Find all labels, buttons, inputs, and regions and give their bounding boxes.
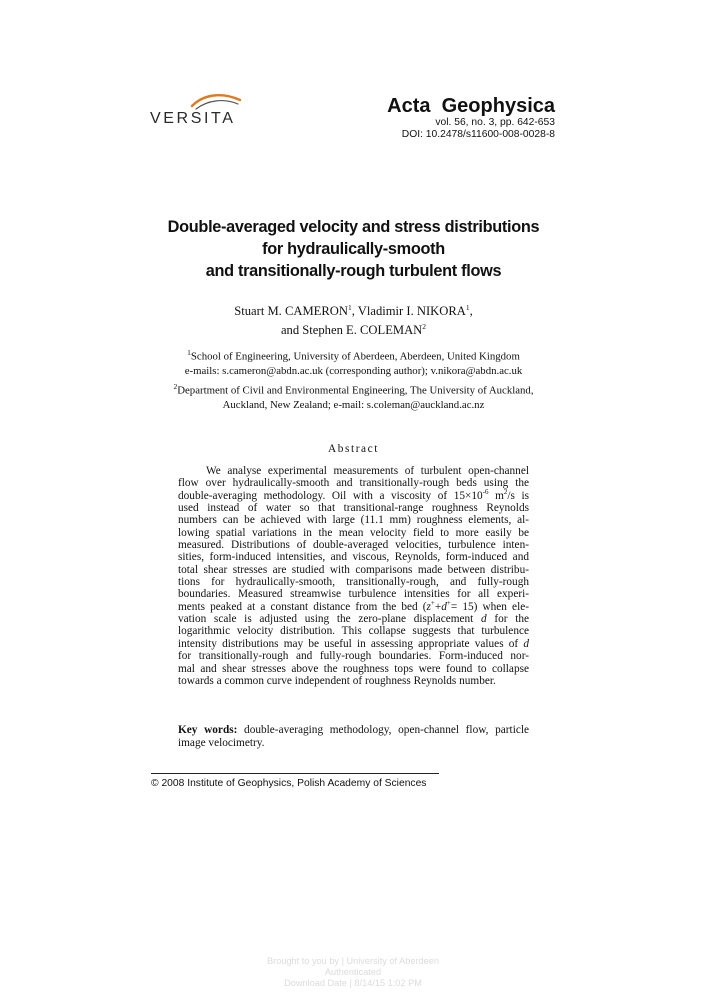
math-var: d — [441, 600, 447, 613]
affiliation-marker: 2 — [422, 322, 427, 332]
journal-doi: DOI: 10.2478/s11600-008-0028-8 — [401, 129, 555, 140]
watermark-line: Download Date | 8/14/15 1:02 PM — [284, 978, 422, 988]
affiliation-1 — [100, 346, 607, 378]
keywords-text: double-averaging methodology, open-channel flow, particle — [237, 724, 529, 736]
abstract-line: total shear stresses are studied with comparisons made between distribu- — [178, 563, 529, 576]
math-var: d — [523, 637, 529, 650]
abstract-text: /s is — [507, 489, 529, 502]
paper-title — [100, 216, 607, 282]
abstract-line — [178, 613, 529, 625]
watermark-line: Brought to you by | University of Aberdeen — [267, 956, 439, 966]
superscript: 2 — [503, 487, 508, 496]
copyright-notice: © 2008 Institute of Geophysics, Polish Academy of Sciences — [151, 778, 427, 789]
affiliation-marker: 2 — [173, 382, 178, 391]
abstract-line: tions for hydraulically-smooth, transitionally-rough, and fully-rough — [178, 576, 529, 589]
abstract-line: boundaries. Measured streamwise turbulence intensities for all experi- — [178, 588, 529, 601]
math-var: z — [426, 600, 431, 613]
separator: , — [351, 304, 358, 319]
math-op: + — [434, 600, 442, 613]
publisher-name: VERSITA — [150, 110, 236, 127]
affiliation-emails: Auckland, New Zealand; e-mail: s.coleman@auckland.ac.nz — [222, 398, 485, 411]
author-name: Stuart M. CAMERON — [234, 304, 348, 319]
affiliation-text: Department of Civil and Environmental Engineering, The University of Auckland, — [177, 384, 534, 397]
abstract-text: for the — [486, 613, 529, 626]
superscript: -6 — [482, 487, 489, 496]
abstract-text: = 15) when ele- — [450, 600, 529, 613]
affiliation-text: School of Engineering, University of Aberdeen, Aberdeen, United Kingdom — [190, 350, 520, 363]
abstract-line: mal and shear stresses above the roughness tops were found to collapse — [178, 662, 529, 675]
keywords-text: image velocimetry. — [178, 737, 265, 749]
abstract-line — [178, 487, 529, 502]
abstract-text: ments peaked at a constant distance from the bed ( — [178, 600, 427, 613]
affiliation-emails: e-mails: s.cameron@abdn.ac.uk (corresponding author); v.nikora@abdn.ac.uk — [184, 364, 523, 377]
affiliation-marker: 1 — [187, 348, 191, 357]
keywords — [178, 724, 529, 750]
title-line: and transitionally-rough turbulent flows — [205, 262, 502, 280]
abstract-text: vation scale is adjusted using the zero-plane displacement — [178, 613, 481, 626]
title-line: Double-averaged velocity and stress distributions — [167, 218, 540, 236]
author-list — [100, 300, 607, 338]
keywords-label: Key words: — [178, 724, 238, 736]
superscript: + — [446, 599, 451, 608]
abstract-body — [178, 465, 529, 687]
abstract-line — [178, 601, 529, 613]
abstract-line: used instead of water so that transitional-range roughness Reynolds — [178, 502, 529, 515]
abstract-line: sities, form-induced intensities, and viscous, Reynolds, form-induced and — [178, 551, 529, 564]
footer-rule — [151, 773, 439, 774]
watermark-line: Authenticated — [324, 967, 382, 977]
abstract-heading: Abstract — [327, 443, 380, 455]
abstract-text: double-averaging methodology. Oil with a viscosity of 15×10 — [178, 489, 483, 502]
abstract-line: logarithmic velocity distribution. This collapse suggests that turbulence — [178, 625, 529, 638]
abstract-text: m — [488, 489, 504, 502]
download-watermark — [203, 956, 503, 989]
journal-header — [387, 95, 555, 141]
title-line: for hydraulically-smooth — [262, 240, 445, 258]
separator: , — [469, 304, 473, 319]
journal-name: Acta Geophysica — [387, 95, 555, 117]
abstract-line: lowing spatial variations in the mean velocity field to more easily be — [178, 526, 529, 539]
journal-volume: vol. 56, no. 3, pp. 642-653 — [435, 117, 555, 128]
swoosh-icon — [190, 92, 242, 112]
math-var: d — [481, 613, 487, 626]
author-name: Stephen E. COLEMAN — [302, 323, 423, 338]
affiliation-marker: 1 — [465, 303, 470, 312]
author-name: Vladimir I. NIKORA — [357, 304, 466, 319]
abstract-line — [178, 638, 529, 650]
abstract-line: for transitionally-rough and fully-rough boundaries. Form-induced nor- — [178, 650, 529, 663]
abstract-line: towards a common curve independent of roughness Reynolds number. — [178, 674, 496, 687]
abstract-line: numbers can be achieved with large (11.1 mm) roughness elements, al- — [178, 514, 529, 527]
abstract-text: intensity distributions may be useful in assessing appropriate values of — [178, 637, 524, 650]
conjunction: and — [280, 323, 303, 338]
affiliation-2 — [100, 380, 607, 412]
publisher-logo — [150, 92, 240, 132]
superscript: + — [430, 599, 435, 608]
abstract-line: measured. Distributions of double-averaged velocities, turbulence inten- — [178, 539, 529, 552]
affiliation-marker: 1 — [347, 303, 352, 312]
abstract-line: flow over hydraulically-smooth and transitionally-rough beds using the — [178, 477, 529, 490]
abstract-line: We analyse experimental measurements of turbulent open-channel — [206, 465, 529, 477]
